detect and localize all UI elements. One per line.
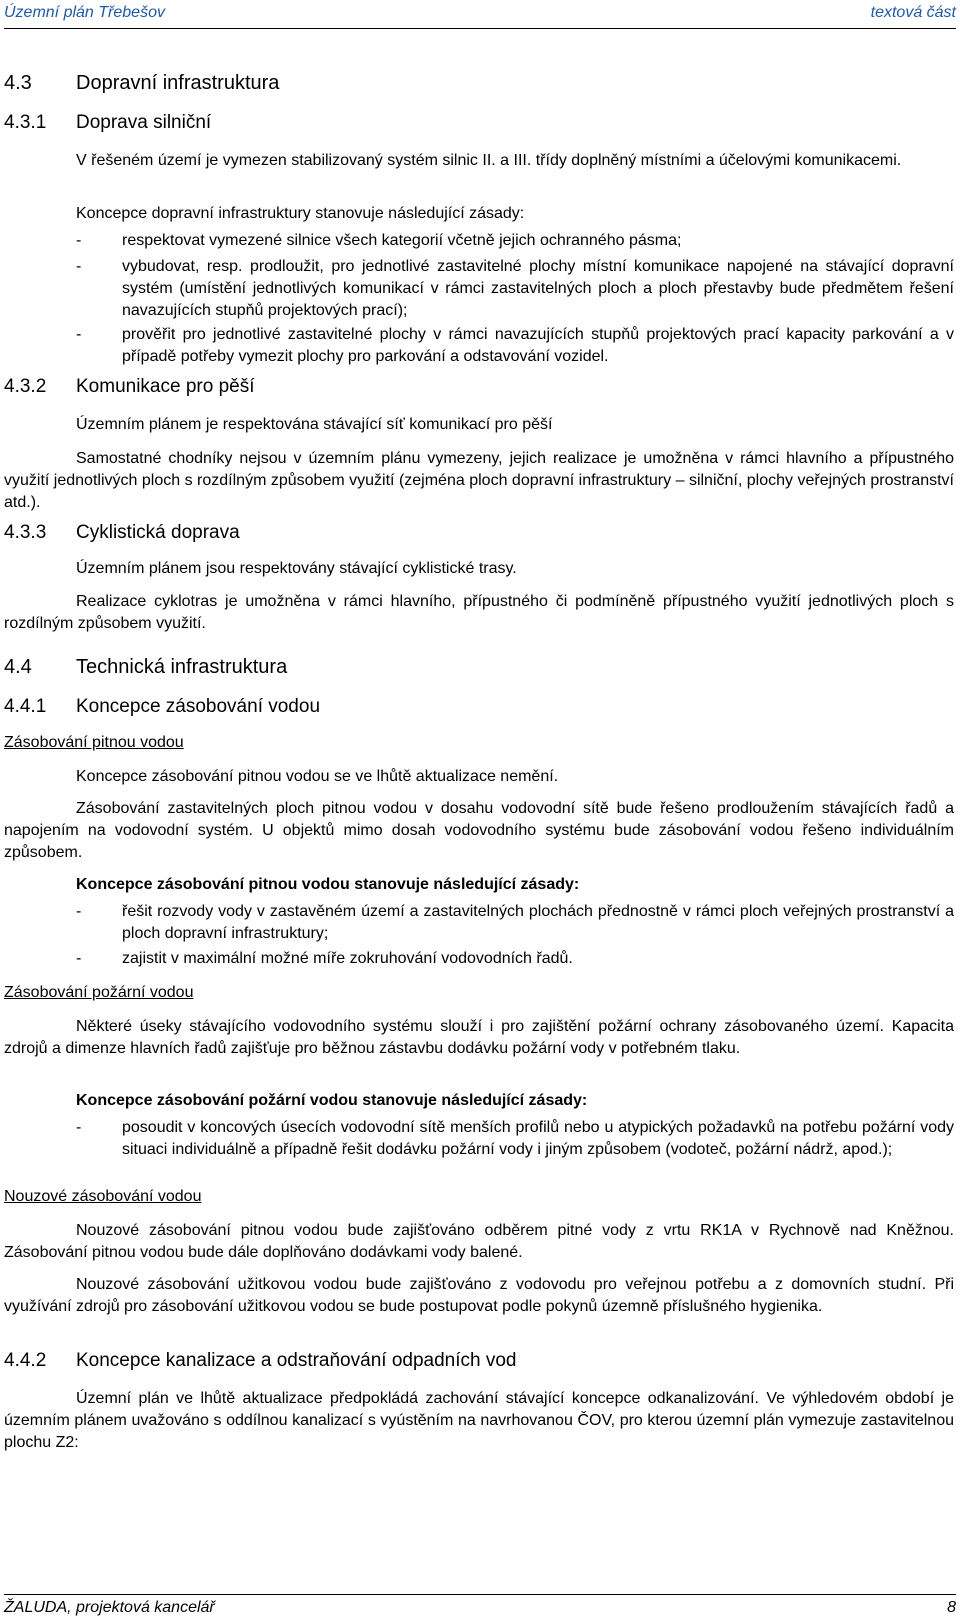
paragraph: Nouzové zásobování pitnou vodou bude zajišťováno odběrem pitné vody z vrtu RK1A v Rychnově nad Kněžnou. Zásobování pitnou vodou bude dále doplňováno dodávkami vody balené. (4, 1222, 954, 1261)
list-item: - posoudit v koncových úsecích vodovodní sítě menších profilů nebo u atypických požadavků na potřebu požární vody situaci individuálně a případně řešit dodávku požární vody i jiným způsobem (vodoteč, požární nádrž, apod.); (76, 1119, 954, 1158)
page-header (4, 4, 956, 29)
paragraph-lead: Koncepce zásobování pitnou vodou stanovuje následující zásady: (76, 876, 580, 893)
heading-4-3-1: 4.3.1 Doprava silniční (4, 112, 212, 133)
paragraph: Zásobování zastavitelných ploch pitnou vodou v dosahu vodovodní sítě bude řešeno prodloužením stávajících řadů a napojením na vodovodní systém. U objektů mimo dosah vodovodního systému bude zásobování vodou řešeno individuálním způsobem. (4, 800, 954, 861)
paragraph: Nouzové zásobování užitkovou vodou bude zajišťováno z vodovodu pro veřejnou potřebu a z domovních studní. Při využívání zdrojů pro zásobování užitkovou vodou se bude postupovat podle pokynů územně příslušného hygienika. (4, 1276, 954, 1315)
heading-4-3-2: 4.3.2 Komunikace pro pěší (4, 376, 255, 397)
heading-4-3-3: 4.3.3 Cyklistická doprava (4, 522, 240, 543)
header-document-title: Územní plán Třebešov (4, 4, 165, 21)
footer-company: ŽALUDA, projektová kancelář (4, 1599, 215, 1616)
paragraph: Územním plánem je respektována stávající síť komunikací pro pěší (76, 416, 553, 433)
page-footer (4, 1594, 956, 1616)
heading-4-4: 4.4 Technická infrastruktura (4, 656, 288, 678)
paragraph: Územní plán ve lhůtě aktualizace předpokládá zachování stávající koncepce odkanalizování. Ve výhledovém období je územním plánem uvažováno s oddílnou kanalizací s vyústěním na navrhovanou ČOV, pro kterou územní plán vymezuje zastavitelnou plochu Z2: (4, 1390, 954, 1451)
list-item: - prověřit pro jednotlivé zastavitelné plochy v rámci navazujících stupňů projektových prací kapacity parkování a v případě potřeby vymezit plochy pro parkování a odstavování vozidel. (76, 326, 954, 365)
list-item: - respektovat vymezené silnice všech kategorií včetně jejich ochranného pásma; (76, 232, 682, 249)
paragraph-lead: Koncepce dopravní infrastruktury stanovuje následující zásady: (76, 205, 525, 222)
paragraph: Realizace cyklotras je umožněna v rámci hlavního, přípustného či podmíněně přípustného využití jednotlivých ploch s rozdílným způsobem využití. (4, 593, 954, 632)
heading-4-3: 4.3 Dopravní infrastruktura (4, 72, 280, 94)
subheading-fire-water: Zásobování požární vodou (4, 984, 194, 1001)
paragraph: Samostatné chodníky nejsou v územním plánu vymezeny, jejich realizace je umožněna v rámci hlavního a přípustného využití jednotlivých ploch s rozdílným způsobem využití (zejména ploch dopravní infrastruktury – silniční, plochy veřejných prostranství atd.). (4, 450, 954, 511)
paragraph-lead: Koncepce zásobování požární vodou stanovuje následující zásady: (76, 1092, 588, 1109)
paragraph: Některé úseky stávajícího vodovodního systému slouží i pro zajištění požární ochrany zásobovaného území. Kapacita zdrojů a dimenze hlavních řadů zajišťuje pro běžnou zástavbu dodávku požární vody v potřebném tlaku. (4, 1018, 954, 1057)
list-item: - zajistit v maximální možné míře zokruhování vodovodních řadů. (76, 950, 573, 967)
page-number: 8 (947, 1599, 956, 1616)
header-section-label: textová část (870, 4, 956, 21)
paragraph: Koncepce zásobování pitnou vodou se ve lhůtě aktualizace nemění. (76, 768, 559, 785)
subheading-emergency-water: Nouzové zásobování vodou (4, 1188, 202, 1205)
list-item: - vybudovat, resp. prodloužit, pro jednotlivé zastavitelné plochy místní komunikace napojené na stávající dopravní systém (umístění jednotlivých komunikací v rámci zastavitelných ploch a ploch přestavby bude předmětem řešení navazujících stupňů projektových prací); (76, 258, 954, 319)
paragraph: V řešeném území je vymezen stabilizovaný systém silnic II. a III. třídy doplněný místními a účelovými komunikacemi. (76, 152, 902, 169)
list-item: - řešit rozvody vody v zastavěném území a zastavitelných plochách přednostně v rámci ploch veřejných prostranství a ploch dopravní infrastruktury; (76, 903, 954, 942)
heading-4-4-1: 4.4.1 Koncepce zásobování vodou (4, 696, 321, 717)
paragraph: Územním plánem jsou respektovány stávající cyklistické trasy. (76, 560, 517, 577)
subheading-drinking-water: Zásobování pitnou vodou (4, 734, 184, 751)
heading-4-4-2: 4.4.2 Koncepce kanalizace a odstraňování odpadních vod (4, 1350, 517, 1371)
